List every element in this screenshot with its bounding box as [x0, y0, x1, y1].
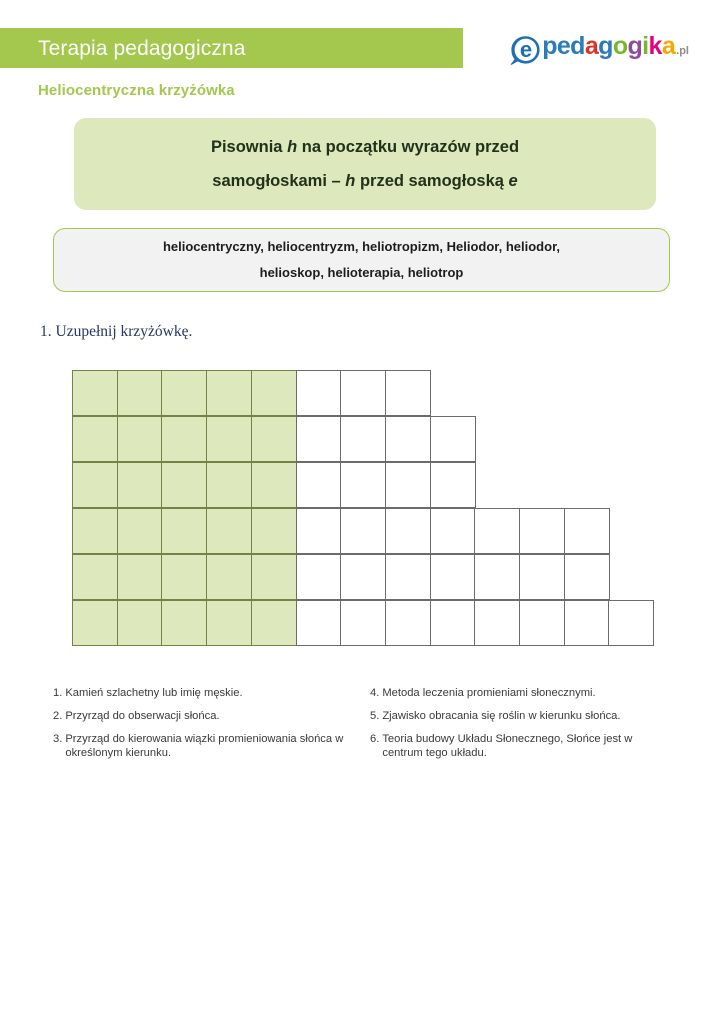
crossword-cell[interactable] — [519, 600, 565, 646]
crossword-cell-highlighted[interactable] — [206, 370, 252, 416]
title-line-1-before: Pisownia — [210, 138, 288, 157]
crossword-cell[interactable] — [430, 508, 476, 554]
crossword-cell[interactable] — [474, 600, 520, 646]
crossword-cell[interactable] — [564, 508, 610, 554]
word-bank-line-1: heliocentryczny, heliocentryzm, heliotropizm, Heliodor, heliodor, — [162, 238, 561, 254]
crossword-row — [72, 554, 653, 600]
crossword-cell-highlighted[interactable] — [161, 370, 207, 416]
crossword-cell[interactable] — [519, 508, 565, 554]
crossword-cell-highlighted[interactable] — [251, 554, 297, 600]
title-line-1-after: na początku wyrazów przed — [297, 138, 520, 157]
title-line-2-middle: przed samogłoską — [355, 171, 509, 190]
logo-letter-p: p — [542, 32, 557, 60]
header-bar — [0, 28, 463, 68]
crossword-cell-highlighted[interactable] — [206, 416, 252, 462]
worksheet-subtitle: Heliocentryczna krzyżówka — [38, 82, 235, 99]
logo-letter-k: k — [648, 32, 662, 60]
clue-item — [53, 732, 363, 762]
crossword-cell[interactable] — [296, 370, 342, 416]
crossword-cell[interactable] — [385, 462, 431, 508]
crossword-row — [72, 600, 653, 646]
logo-letter-g2: g — [627, 32, 643, 60]
crossword-row — [72, 462, 653, 508]
clue-item — [370, 732, 673, 762]
clue-number: 1. — [53, 687, 63, 699]
crossword-cell[interactable] — [430, 554, 476, 600]
crossword-cell-highlighted[interactable] — [251, 508, 297, 554]
crossword-cell-highlighted[interactable] — [206, 554, 252, 600]
clue-text: Metoda leczenia promieniami słonecznymi. — [382, 687, 596, 699]
crossword-cell-highlighted[interactable] — [72, 370, 118, 416]
clues-column-right — [363, 686, 673, 769]
clue-text: Kamień szlachetny lub imię męskie. — [65, 687, 243, 699]
clue-number: 3. — [53, 732, 63, 745]
title-line-2 — [212, 172, 517, 190]
crossword-cell-highlighted[interactable] — [117, 462, 163, 508]
title-line-1-italic-h: h — [287, 138, 298, 157]
crossword-cell-highlighted[interactable] — [161, 462, 207, 508]
crossword-cell[interactable] — [340, 462, 386, 508]
clue-item — [370, 686, 673, 701]
crossword-cell[interactable] — [340, 416, 386, 462]
crossword-cell[interactable] — [430, 462, 476, 508]
clue-number: 2. — [53, 709, 63, 722]
crossword-cell-highlighted[interactable] — [72, 462, 118, 508]
crossword-grid[interactable] — [72, 370, 653, 646]
crossword-cell[interactable] — [340, 508, 386, 554]
crossword-cell[interactable] — [340, 600, 386, 646]
crossword-cell-highlighted[interactable] — [251, 600, 297, 646]
title-panel — [74, 118, 656, 210]
logo-letter-e: e — [519, 37, 532, 62]
crossword-cell[interactable] — [296, 600, 342, 646]
crossword-cell[interactable] — [430, 416, 476, 462]
crossword-cell[interactable] — [296, 554, 342, 600]
crossword-row — [72, 370, 653, 416]
word-bank-line-2: helioskop, helioterapia, heliotrop — [259, 265, 464, 280]
logo-tld: .pl — [676, 45, 689, 57]
crossword-cell[interactable] — [296, 416, 342, 462]
crossword-cell-highlighted[interactable] — [117, 370, 163, 416]
crossword-cell[interactable] — [340, 554, 386, 600]
crossword-cell[interactable] — [474, 508, 520, 554]
logo-letter-o: o — [612, 32, 628, 60]
clue-number: 5. — [370, 709, 380, 722]
crossword-cell[interactable] — [519, 554, 565, 600]
page-title: Terapia pedagogiczna — [38, 36, 246, 60]
crossword-cell-highlighted[interactable] — [117, 600, 163, 646]
title-line-1 — [211, 138, 519, 156]
crossword-cell[interactable] — [564, 554, 610, 600]
crossword-cell-highlighted[interactable] — [251, 462, 297, 508]
logo-letter-e2: e — [556, 32, 571, 60]
crossword-row — [72, 416, 653, 462]
title-line-2-italic-h: h — [345, 171, 356, 190]
crossword-cell-highlighted[interactable] — [72, 554, 118, 600]
crossword-cell[interactable] — [296, 462, 342, 508]
clues-column-left — [53, 686, 363, 769]
crossword-cell-highlighted[interactable] — [72, 508, 118, 554]
crossword-cell-highlighted[interactable] — [206, 508, 252, 554]
crossword-cell[interactable] — [474, 554, 520, 600]
clues-section — [53, 686, 673, 769]
crossword-cell-highlighted[interactable] — [251, 370, 297, 416]
logo-letter-a2: a — [661, 32, 676, 60]
clue-item — [53, 686, 363, 701]
logo-letter-a: a — [584, 32, 599, 60]
crossword-cell-highlighted[interactable] — [161, 416, 207, 462]
crossword-cell[interactable] — [564, 600, 610, 646]
crossword-cell[interactable] — [385, 600, 431, 646]
crossword-cell-highlighted[interactable] — [206, 462, 252, 508]
crossword-cell[interactable] — [385, 554, 431, 600]
crossword-cell[interactable] — [385, 508, 431, 554]
crossword-cell-highlighted[interactable] — [117, 554, 163, 600]
crossword-cell-highlighted[interactable] — [251, 416, 297, 462]
clue-text: Przyrząd do kierowania wiązki promieniowania słońca w określonym kierunku. — [65, 732, 344, 760]
crossword-cell-highlighted[interactable] — [206, 600, 252, 646]
crossword-cell-highlighted[interactable] — [72, 416, 118, 462]
epedagogika-logo[interactable] — [510, 34, 689, 66]
crossword-cell[interactable] — [385, 370, 431, 416]
logo-letter-g: g — [598, 32, 613, 60]
crossword-cell[interactable] — [296, 508, 342, 554]
crossword-cell-highlighted[interactable] — [117, 416, 163, 462]
crossword-cell-highlighted[interactable] — [117, 508, 163, 554]
clue-number: 4. — [370, 687, 380, 699]
logo-letter-d: d — [570, 32, 585, 60]
word-bank-panel — [53, 228, 670, 292]
crossword-cell-highlighted[interactable] — [161, 508, 207, 554]
crossword-cell[interactable] — [430, 600, 476, 646]
clue-item — [53, 709, 363, 724]
crossword-row — [72, 508, 653, 554]
clue-text: Teoria budowy Układu Słonecznego, Słońce jest w centrum tego układu. — [382, 732, 633, 760]
clue-text: Przyrząd do obserwacji słońca. — [65, 709, 220, 722]
title-line-2-italic-e: e — [508, 171, 518, 190]
task-instruction: 1. Uzupełnij krzyżówkę. — [40, 323, 193, 340]
crossword-cell-highlighted[interactable] — [72, 600, 118, 646]
clue-text: Zjawisko obracania się roślin w kierunku słońca. — [382, 709, 621, 722]
crossword-cell-highlighted[interactable] — [161, 600, 207, 646]
title-line-2-before: samogłoskami – — [212, 171, 346, 190]
crossword-cell[interactable] — [608, 600, 654, 646]
crossword-cell-highlighted[interactable] — [161, 554, 207, 600]
logo-e-badge — [510, 35, 541, 66]
crossword-cell[interactable] — [385, 416, 431, 462]
clue-number: 6. — [370, 732, 380, 745]
crossword-cell[interactable] — [340, 370, 386, 416]
logo-letter-i: i — [642, 32, 649, 60]
clue-item — [370, 709, 673, 724]
